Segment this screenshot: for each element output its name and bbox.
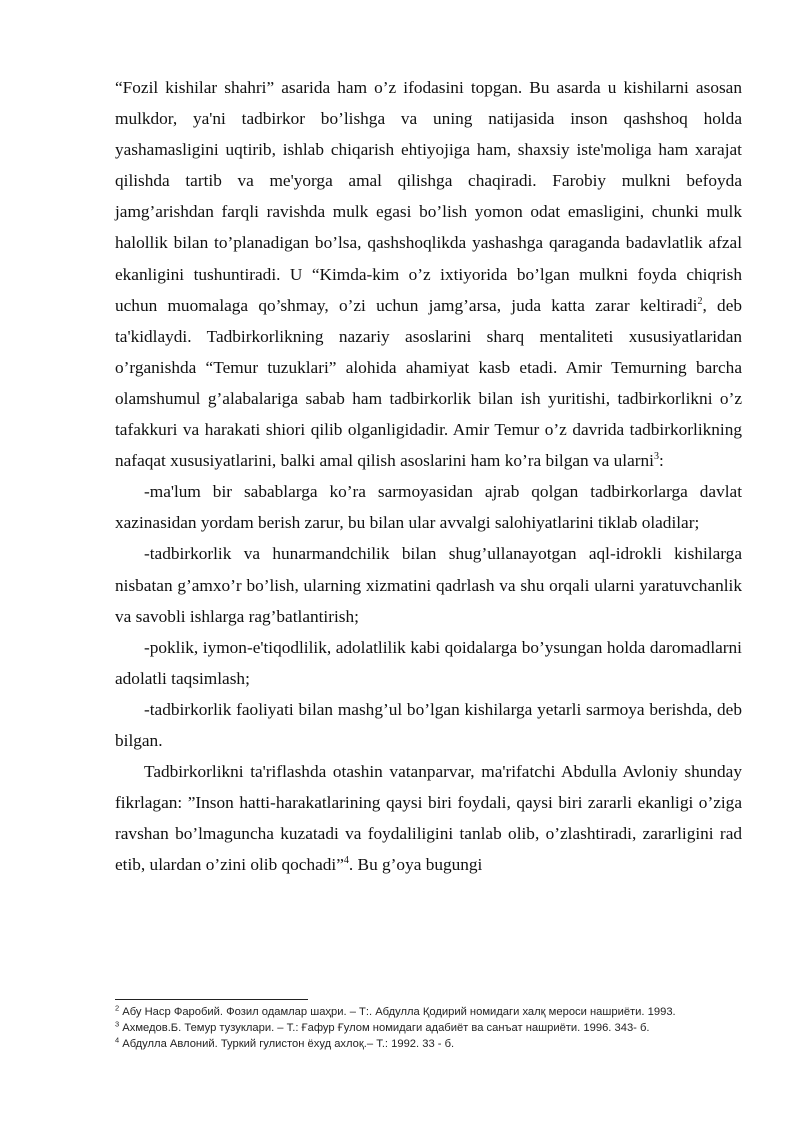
footnote-separator [115,999,308,1000]
text-run: “Fozil kishilar shahri” asarida ham o’z ifodasini topgan. Bu asarda u kishilarni asosan mulkdor, ya'ni tadbirkor bo’lishga va uning natijasida inson qashshoq holda yashamasligini uqtirib, ishlab chiqarish ehtiyojiga ham, shaxsiy iste'moliga ham xarajat qilishda tartib va me'yorga amal qilishga chaqiradi. Farobiy mulkni befoyda jamg’arishdan farqli ravishda mulk egasi bo’lish yomon odat emasligini, chunki mulk halollik bilan to’planadigan bo’lsa, qashshoqlikda yashashga qaraganda badavlatlik afzal ekanligini tushuntiradi. U “Kimda-kim o’z ixtiyorida bo’lgan mulkni foyda chiqrish uchun muomalaga qo’shmay, o’zi uchun jamg’arsa, juda katta zarar keltiradi [115,78,742,315]
footnote-text: Ахмедов.Б. Темур тузуклари. – Т.: Ғафур Ғулом номидаги адабиёт ва санъат нашриёти. 1996. 343- б. [119,1022,650,1035]
text-run: -tadbirkorlik faoliyati bilan mashg’ul bo’lgan kishilarga yetarli sarmoya berishda, deb bilgan. [115,699,742,750]
footnote-text: Абу Наср Фаробий. Фозил одамлар шаҳри. – Т:. Абдулла Қодирий номидаги халқ мероси нашриёти. 1993. [119,1006,676,1018]
footnotes [115,1004,755,1053]
footnote [115,1020,755,1036]
footnote-number: 2 [115,1003,120,1013]
paragraph [115,476,742,538]
footnote-reference: 2 [697,295,703,307]
body-text [115,72,742,880]
text-run: , deb ta'kidlaydi. Tadbirkorlikning nazariy asoslarini sharq mentaliteti xususiyatlaridan o’rganishda “Temur tuzuklari” alohida ahamiyat kasb etadi. Amir Temurning barcha olamshumul g’alabalariga sabab ham tadbirkorlik bilan ish yuritishi, tadbirkorlikni o’z tafakkuri va harakati shiori qilib olganligidadir. Amir Temur o’z davrida tadbirkorlikning nafaqat xususiyatlarini, balki amal qilish asoslarini ham ko’ra bilgan va ularni [115,295,743,471]
text-run: -poklik, iymon-e'tiqodlilik, adolatlilik kabi qoidalarga bo’ysungan holda daromadlarni adolatli taqsimlash; [115,637,742,688]
paragraph [115,632,742,694]
footnote [115,1036,755,1052]
paragraph [115,538,742,631]
footnote-reference: 4 [343,855,349,867]
footnote-number: 4 [115,1035,120,1045]
text-run: Tadbirkorlikni ta'riflashda otashin vatanparvar, ma'rifatchi Abdulla Avloniy shunday fikrlagan: ”Inson hatti-harakatlarining qaysi biri foydali, qaysi biri zararli ekanligi o’ziga ravshan bo’lmaguncha kuzatadi va foydaliligini tanlab olib, o’zlashtiradi, zararligini rad etib, ulardan o’zini olib qochadi” [115,762,742,875]
footnote-reference: 3 [653,451,659,463]
footnote [115,1004,755,1020]
text-run: -tadbirkorlik va hunarmandchilik bilan shug’ullanayotgan aql-idrokli kishilarga nisbatan g’amxo’r bo’lish, ularning xizmatini qadrlash va shu orqali ularni yaratuvchanlik va savobli ishlarga rag’batlantirish; [115,544,742,626]
text-run: . Bu g’oya bugungi [348,855,483,875]
text-run: -ma'lum bir sabablarga ko’ra sarmoyasidan ajrab qolgan tadbirkorlarga davlat xazinasidan yordam berish zarur, bu bilan ular avvalgi salohiyatlarini tiklab oladilar; [115,482,742,533]
paragraph [115,756,742,880]
footnote-number: 3 [115,1019,120,1029]
footnote-text: Абдулла Авлоний. Туркий гулистон ёхуд ахлоқ.– Т.: 1992. 33 - б. [119,1038,455,1051]
paragraph [115,694,742,756]
text-run: : [658,451,664,471]
paragraph [115,72,742,476]
